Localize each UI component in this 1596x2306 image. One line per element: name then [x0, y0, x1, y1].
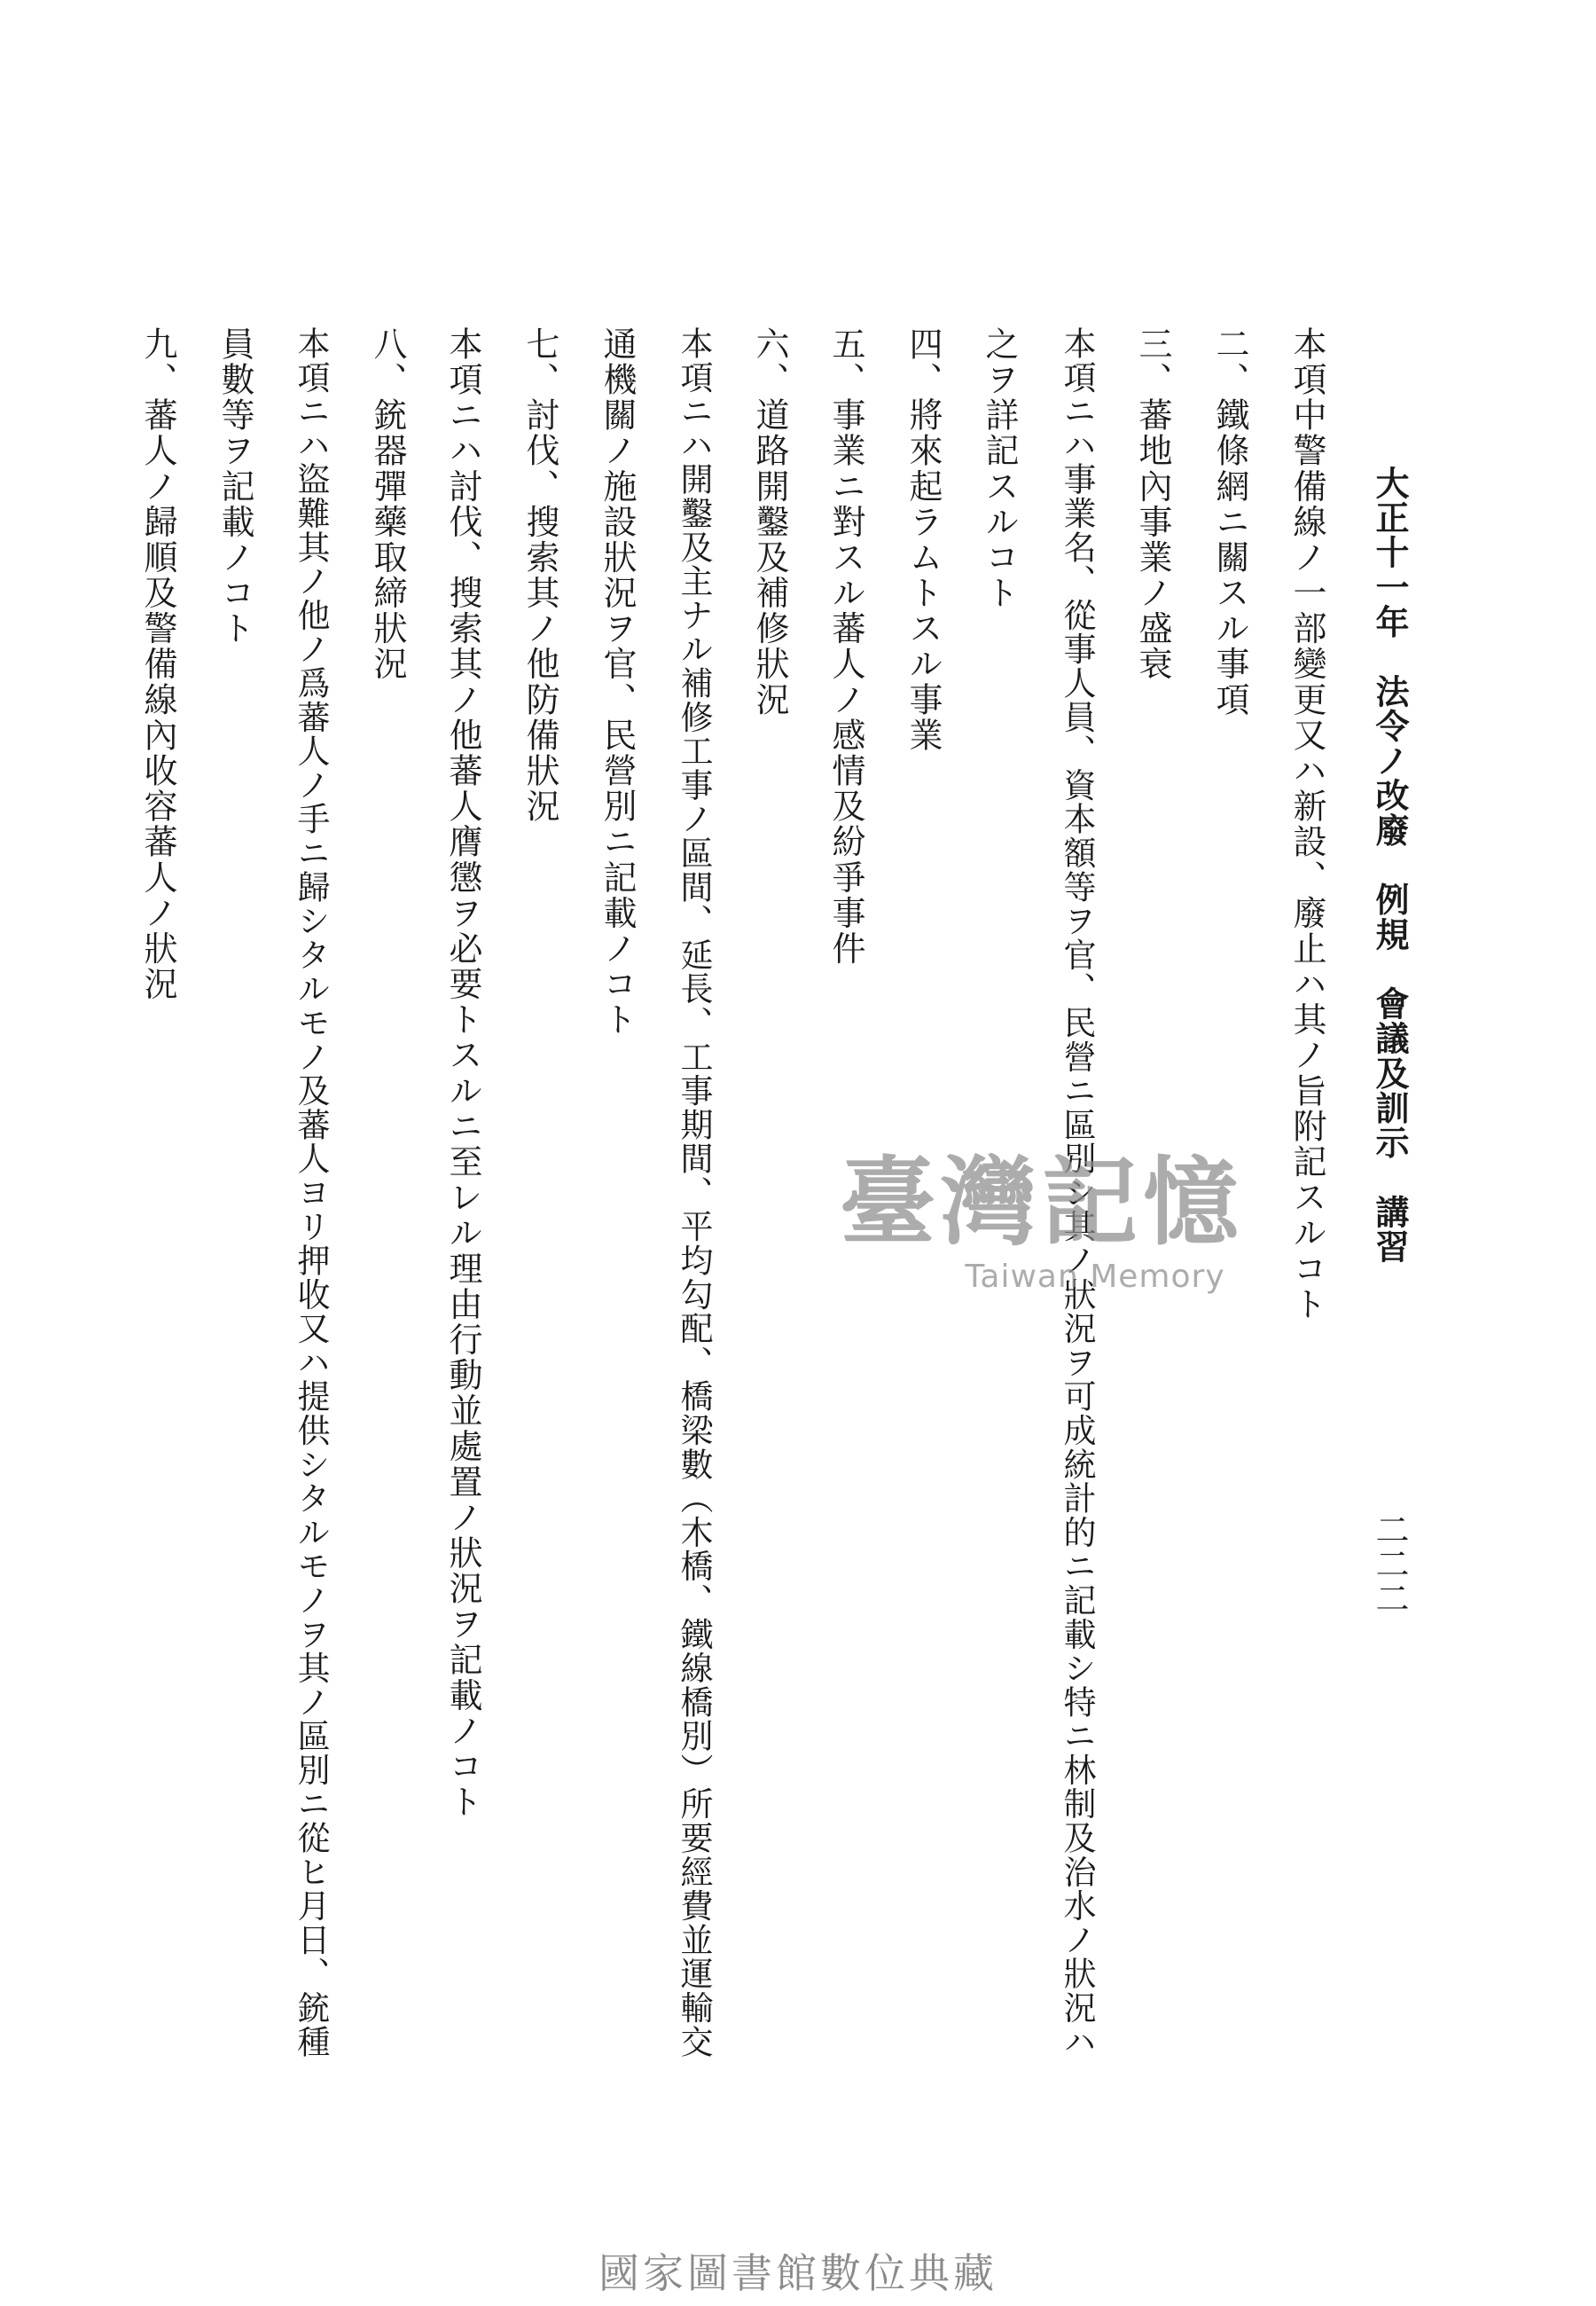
- running-title: 大正十一年 法令ノ改廢 例規 會議及訓示 講習: [1370, 466, 1410, 1265]
- page-number: 二二二: [1370, 1512, 1409, 1616]
- watermark-title: 臺灣記憶: [839, 1147, 1244, 1259]
- text-line-1: 本項中警備線ノ一部變更又ハ新設、廢止ハ其ノ旨附記スルコト: [1287, 326, 1326, 1322]
- text-line-12: 本項ニハ討伐、搜索其ノ他蕃人膺懲ヲ必要トスルニ至レル理由行動並處置ノ狀況ヲ記載ノコト: [443, 326, 482, 1820]
- text-line-11: 七、討伐、搜索其ノ他防備狀況: [520, 326, 559, 825]
- footer-archive-label: 國家圖書館數位典藏: [598, 2249, 998, 2297]
- text-line-4: 本項ニハ事業名、從事人員、資本額等ヲ官、民營ニ區別シ其ノ狀況ヲ可成統計的ニ記載シ特ニ林制及治水ノ狀況ハ: [1058, 326, 1096, 2059]
- watermark: [794, 1147, 1290, 1296]
- text-line-6: 四、將來起ラムトスル事業: [904, 326, 943, 754]
- text-line-9: 本項ニハ開鑿及主ナル補修工事ノ區間、延長、工事期間、平均勾配、橋梁數（木橋、鐵線橋別）所要經費並運輸交: [675, 326, 713, 2059]
- text-line-10: 通機關ノ施設狀況ヲ官、民營別ニ記載ノコト: [598, 326, 637, 1038]
- text-line-14: 本項ニハ盜難其ノ他ノ爲蕃人ノ手ニ歸シタルモノ及蕃人ヨリ押收又ハ提供シタルモノヲ其ノ區別ニ從ヒ月日、銃種: [292, 326, 330, 2059]
- text-line-8: 六、道路開鑿及補修狀況: [750, 326, 789, 718]
- watermark-subtitle: Taiwan Memory: [965, 1259, 1225, 1296]
- text-line-7: 五、事業ニ對スル蕃人ノ感情及紛爭事件: [826, 326, 865, 967]
- text-line-16: 九、蕃人ノ歸順及警備線內收容蕃人ノ狀況: [138, 326, 177, 1002]
- text-line-2: 二、鐵條網ニ關スル事項: [1210, 326, 1249, 718]
- text-line-13: 八、銃器彈藥取締狀況: [368, 326, 407, 682]
- text-line-3: 三、蕃地內事業ノ盛衰: [1133, 326, 1172, 682]
- text-line-5: 之ヲ詳記スルコト: [980, 326, 1019, 611]
- text-line-15: 員數等ヲ記載ノコト: [215, 326, 254, 647]
